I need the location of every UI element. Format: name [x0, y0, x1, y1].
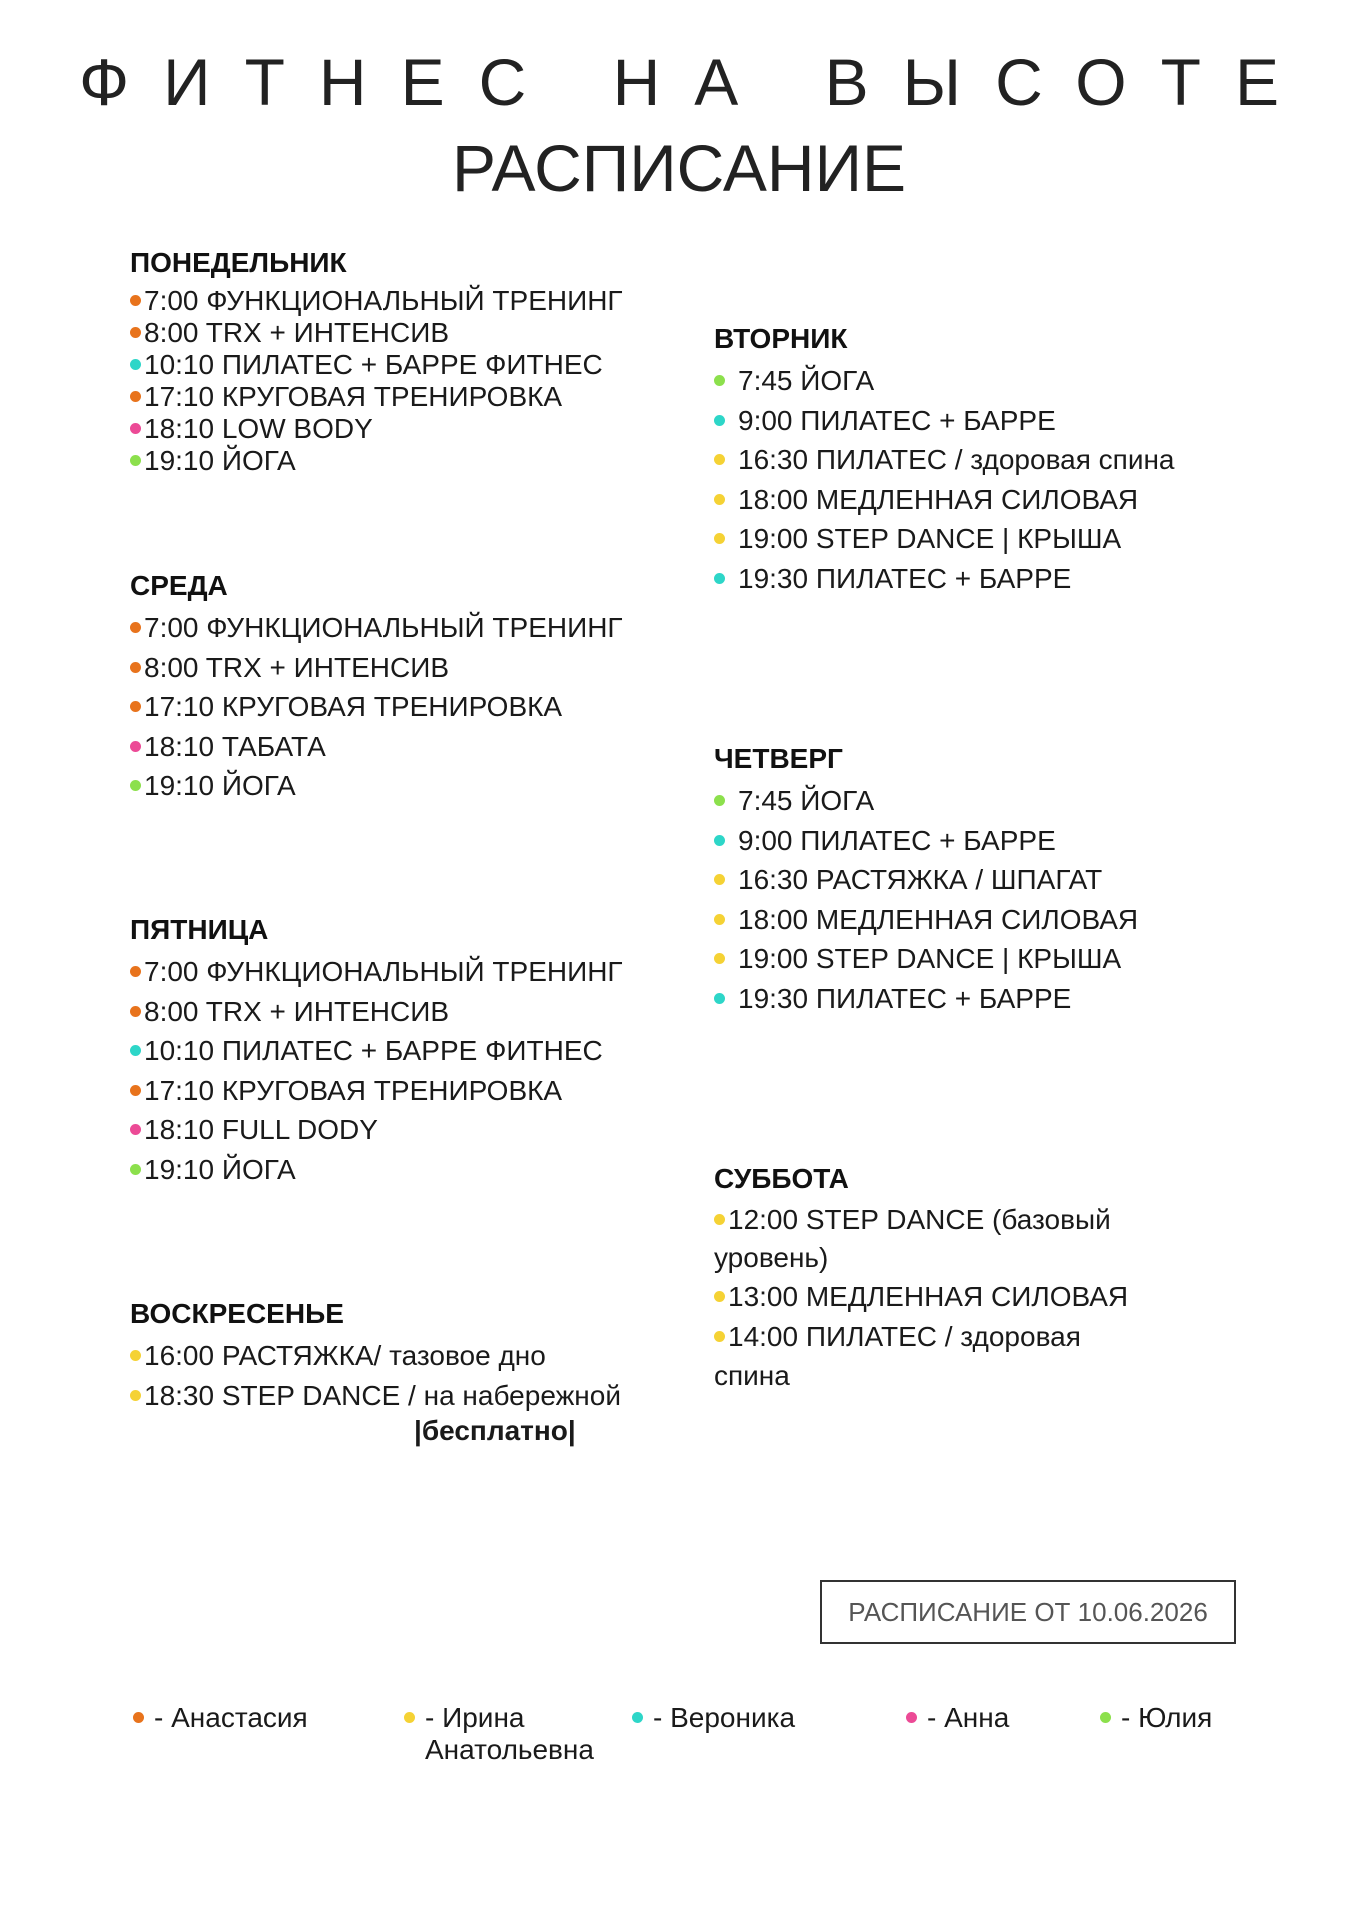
page-title: ФИТНЕС НА ВЫСОТЕ [79, 45, 1313, 119]
class-item [130, 1150, 730, 1190]
legend-label: - Анастасия [154, 1702, 308, 1733]
class-item-text: 19:30 ПИЛАТЕС + БАРРЕ [738, 982, 1072, 1014]
legend-item-veronika [632, 1702, 795, 1734]
instructor-dot [714, 533, 725, 544]
class-item-text: 18:10 ТАБАТА [144, 730, 326, 762]
class-item-text: 8:00 TRX + ИНТЕНСИВ [144, 317, 450, 348]
class-item [714, 1317, 1134, 1396]
class-item [130, 608, 730, 648]
instructor-dot [130, 423, 141, 434]
legend-item-anna [906, 1702, 1009, 1734]
day-name-friday: ПЯТНИЦА [130, 914, 269, 945]
free-note: |бесплатно| [414, 1415, 576, 1446]
class-item [130, 1376, 730, 1416]
class-item-text: 10:10 ПИЛАТЕС + БАРРЕ ФИТНЕС [144, 1035, 603, 1066]
class-item [130, 349, 730, 381]
class-item [714, 781, 1314, 821]
day-thursday [714, 741, 1314, 1018]
class-item-text: 9:00 ПИЛАТЕС + БАРРЕ [738, 824, 1056, 856]
class-item-text: 7:00 ФУНКЦИОНАЛЬНЫЙ ТРЕНИНГ [144, 285, 623, 316]
class-item [714, 559, 1314, 599]
legend-dot [404, 1712, 415, 1723]
day-name-monday: ПОНЕДЕЛЬНИК [130, 247, 347, 278]
class-item [714, 1277, 1134, 1317]
instructor-dot [130, 327, 141, 338]
class-item [130, 381, 730, 413]
legend-item-yulia [1100, 1702, 1212, 1734]
class-item-text: 19:00 STEP DANCE | КРЫША [738, 943, 1122, 974]
class-item-text: 10:10 ПИЛАТЕС + БАРРЕ ФИТНЕС [144, 349, 603, 380]
class-item-text: 19:30 ПИЛАТЕС + БАРРЕ [738, 562, 1072, 594]
class-item-text: 13:00 МЕДЛЕННАЯ СИЛОВАЯ [728, 1281, 1129, 1312]
class-item-text: 17:10 КРУГОВАЯ ТРЕНИРОВКА [144, 381, 563, 412]
class-item [130, 317, 730, 349]
instructor-dot [130, 780, 141, 791]
class-item-text: 17:10 КРУГОВАЯ ТРЕНИРОВКА [144, 1074, 563, 1106]
class-item [714, 480, 1314, 520]
day-name-thursday: ЧЕТВЕРГ [714, 743, 843, 774]
class-list-saturday [714, 1201, 1134, 1396]
class-item-text: 8:00 TRX + ИНТЕНСИВ [144, 651, 450, 683]
legend-dot [632, 1712, 643, 1723]
class-item-text: 16:30 РАСТЯЖКА / ШПАГАТ [738, 864, 1103, 895]
instructor-dot [130, 1164, 141, 1175]
legend-item-irina [404, 1702, 635, 1766]
legend-item-anastasia [133, 1702, 308, 1734]
day-friday [130, 912, 730, 1189]
legend-label: - Вероника [653, 1702, 796, 1733]
instructor-dot [714, 1214, 725, 1225]
day-name-tuesday: ВТОРНИК [714, 323, 848, 354]
class-item [130, 1336, 730, 1376]
instructor-dot [714, 874, 725, 885]
instructor-dot [714, 953, 725, 964]
class-item [714, 519, 1314, 559]
class-item-text: 18:00 МЕДЛЕННАЯ СИЛОВАЯ [738, 483, 1139, 515]
instructor-dot [130, 359, 141, 370]
class-item [714, 939, 1314, 979]
instructor-dot [714, 573, 725, 584]
class-item-text: 18:00 МЕДЛЕННАЯ СИЛОВАЯ [738, 903, 1139, 935]
class-list-sunday [130, 1336, 730, 1415]
instructor-dot [130, 1350, 141, 1361]
day-tuesday [714, 321, 1314, 598]
class-item-text: 19:10 ЙОГА [144, 445, 296, 476]
instructor-dot [130, 391, 141, 402]
class-list-monday [130, 285, 730, 477]
instructor-dot [714, 914, 725, 925]
instructor-dot [714, 835, 725, 846]
class-item [130, 952, 730, 992]
instructor-dot [130, 1390, 141, 1401]
legend-dot [1100, 1712, 1111, 1723]
instructor-dot [714, 795, 725, 806]
day-monday [130, 245, 730, 477]
instructor-dot [714, 993, 725, 1004]
page-subtitle: РАСПИСАНИЕ [451, 131, 907, 205]
class-item [130, 992, 730, 1032]
class-list-friday [130, 952, 730, 1189]
class-item-text: 18:10 LOW BODY [144, 413, 373, 444]
legend-label: - Ирина Анатольевна [425, 1702, 594, 1765]
class-list-wednesday [130, 608, 730, 806]
class-item-text: 14:00 ПИЛАТЕС / здоровая спина [714, 1320, 1081, 1391]
class-item [130, 1071, 730, 1111]
class-item [714, 361, 1314, 401]
day-name-sunday: ВОСКРЕСЕНЬЕ [130, 1298, 344, 1329]
day-wednesday [130, 568, 730, 806]
class-item-text: 7:00 ФУНКЦИОНАЛЬНЫЙ ТРЕНИНГ [144, 612, 623, 643]
instructor-dot [130, 1045, 141, 1056]
class-item-text: 16:00 РАСТЯЖКА/ тазовое дно [144, 1340, 546, 1371]
class-item-text: 8:00 TRX + ИНТЕНСИВ [144, 995, 450, 1027]
instructor-dot [130, 295, 141, 306]
class-item [714, 979, 1314, 1019]
class-item [130, 285, 730, 317]
day-saturday [714, 1161, 1134, 1396]
class-item [130, 413, 730, 445]
class-item [130, 1031, 730, 1071]
day-name-wednesday: СРЕДА [130, 570, 228, 601]
instructor-dot [130, 662, 141, 673]
instructor-dot [130, 701, 141, 712]
class-item [714, 440, 1314, 480]
instructor-dot [714, 415, 725, 426]
class-item-text: 19:10 ЙОГА [144, 770, 296, 801]
class-item-text: 7:45 ЙОГА [738, 365, 875, 396]
instructor-dot [130, 1085, 141, 1096]
class-item [130, 766, 730, 806]
instructor-dot [130, 1124, 141, 1135]
instructor-dot [714, 1331, 725, 1342]
instructor-dot [130, 966, 141, 977]
class-item [714, 900, 1314, 940]
instructor-dot [130, 741, 141, 752]
schedule-date-box: РАСПИСАНИЕ ОТ 10.06.2026 [820, 1580, 1236, 1644]
class-item-text: 9:00 ПИЛАТЕС + БАРРЕ [738, 404, 1056, 436]
class-item-text: 17:10 КРУГОВАЯ ТРЕНИРОВКА [144, 691, 563, 722]
class-item-text: 7:45 ЙОГА [738, 785, 875, 816]
class-item [714, 860, 1314, 900]
class-item-text: 12:00 STEP DANCE (базовый уровень) [714, 1204, 1111, 1273]
class-item-text: 16:30 ПИЛАТЕС / здоровая спина [738, 444, 1175, 475]
legend-dot [133, 1712, 144, 1723]
instructor-dot [714, 375, 725, 386]
class-list-thursday [714, 781, 1314, 1018]
class-item [714, 1201, 1134, 1277]
legend-label: - Юлия [1121, 1702, 1213, 1733]
instructor-dot [714, 1291, 725, 1302]
day-sunday [130, 1296, 730, 1415]
class-item [130, 648, 730, 688]
class-item-text: 18:10 FULL DODY [144, 1114, 378, 1145]
class-item [130, 687, 730, 727]
day-name-saturday: СУББОТА [714, 1163, 849, 1194]
class-item [714, 821, 1314, 861]
legend-label: - Анна [927, 1702, 1010, 1733]
legend-dot [906, 1712, 917, 1723]
class-item [130, 1110, 730, 1150]
class-item-text: 7:00 ФУНКЦИОНАЛЬНЫЙ ТРЕНИНГ [144, 956, 623, 987]
class-item [130, 727, 730, 767]
class-item-text: 19:10 ЙОГА [144, 1153, 296, 1185]
class-item-text: 18:30 STEP DANCE / на набережной [144, 1379, 621, 1411]
instructor-dot [714, 454, 725, 465]
instructor-dot [130, 1006, 141, 1017]
instructor-dot [130, 622, 141, 633]
class-item-text: 19:00 STEP DANCE | КРЫША [738, 523, 1122, 554]
class-item [130, 445, 730, 477]
class-list-tuesday [714, 361, 1314, 598]
instructor-dot [130, 455, 141, 466]
class-item [714, 401, 1314, 441]
instructor-dot [714, 494, 725, 505]
